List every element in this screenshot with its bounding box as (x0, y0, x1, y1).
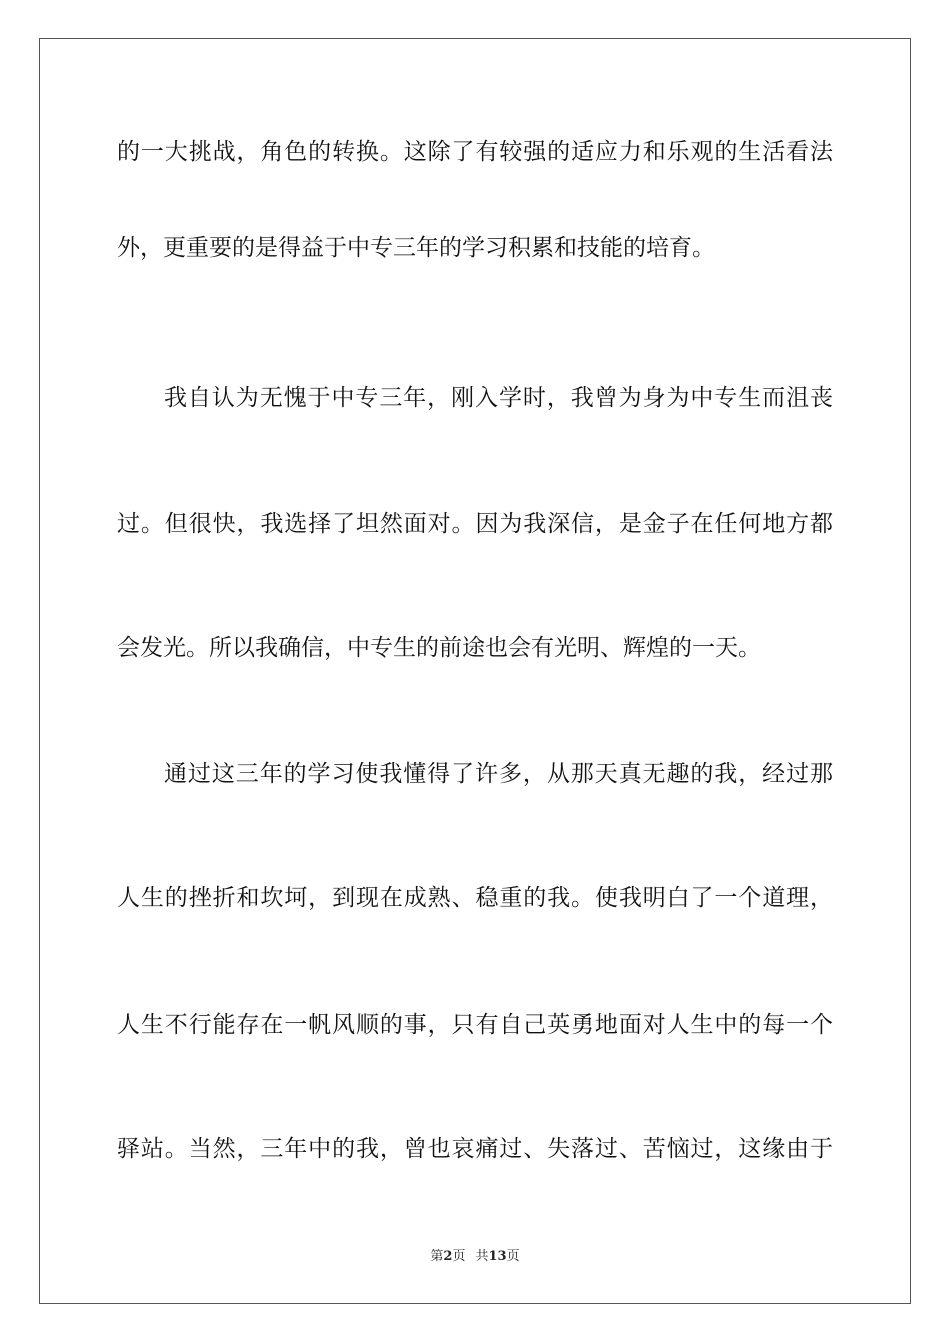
total-suffix: 页 (506, 1249, 520, 1264)
text-line-2: 外，更重要的是得益于中专三年的学习积累和技能的培育。 (117, 235, 715, 261)
text-line-8: 人生不行能存在一帆风顺的事，只有自己英勇地面对人生中的每一个 (117, 1012, 833, 1038)
page-prefix: 第 (430, 1249, 444, 1264)
total-pages: 13 (488, 1249, 507, 1264)
text-line-7: 人生的挫折和坎坷，到现在成熟、稳重的我。使我明白了一个道理， (117, 885, 833, 911)
text-line-1: 的一大挑战，角色的转换。这除了有较强的适应力和乐观的生活看法 (117, 139, 833, 165)
text-line-3: 我自认为无愧于中专三年，刚入学时，我曾为身为中专生而沮丧 (164, 385, 833, 411)
text-line-9: 驿站。当然，三年中的我，曾也哀痛过、失落过、苦恼过，这缘由于 (117, 1136, 833, 1162)
page-number: 2 (443, 1249, 453, 1264)
text-line-4: 过。但很快，我选择了坦然面对。因为我深信，是金子在任何地方都 (117, 511, 833, 537)
page-frame (39, 38, 911, 1304)
page-suffix: 页 (452, 1249, 466, 1264)
text-line-5: 会发光。所以我确信，中专生的前途也会有光明、辉煌的一天。 (117, 635, 761, 661)
page-footer (0, 1248, 950, 1266)
text-line-6: 通过这三年的学习使我懂得了许多，从那天真无趣的我，经过那 (164, 761, 833, 787)
total-prefix: 共 (475, 1249, 489, 1264)
